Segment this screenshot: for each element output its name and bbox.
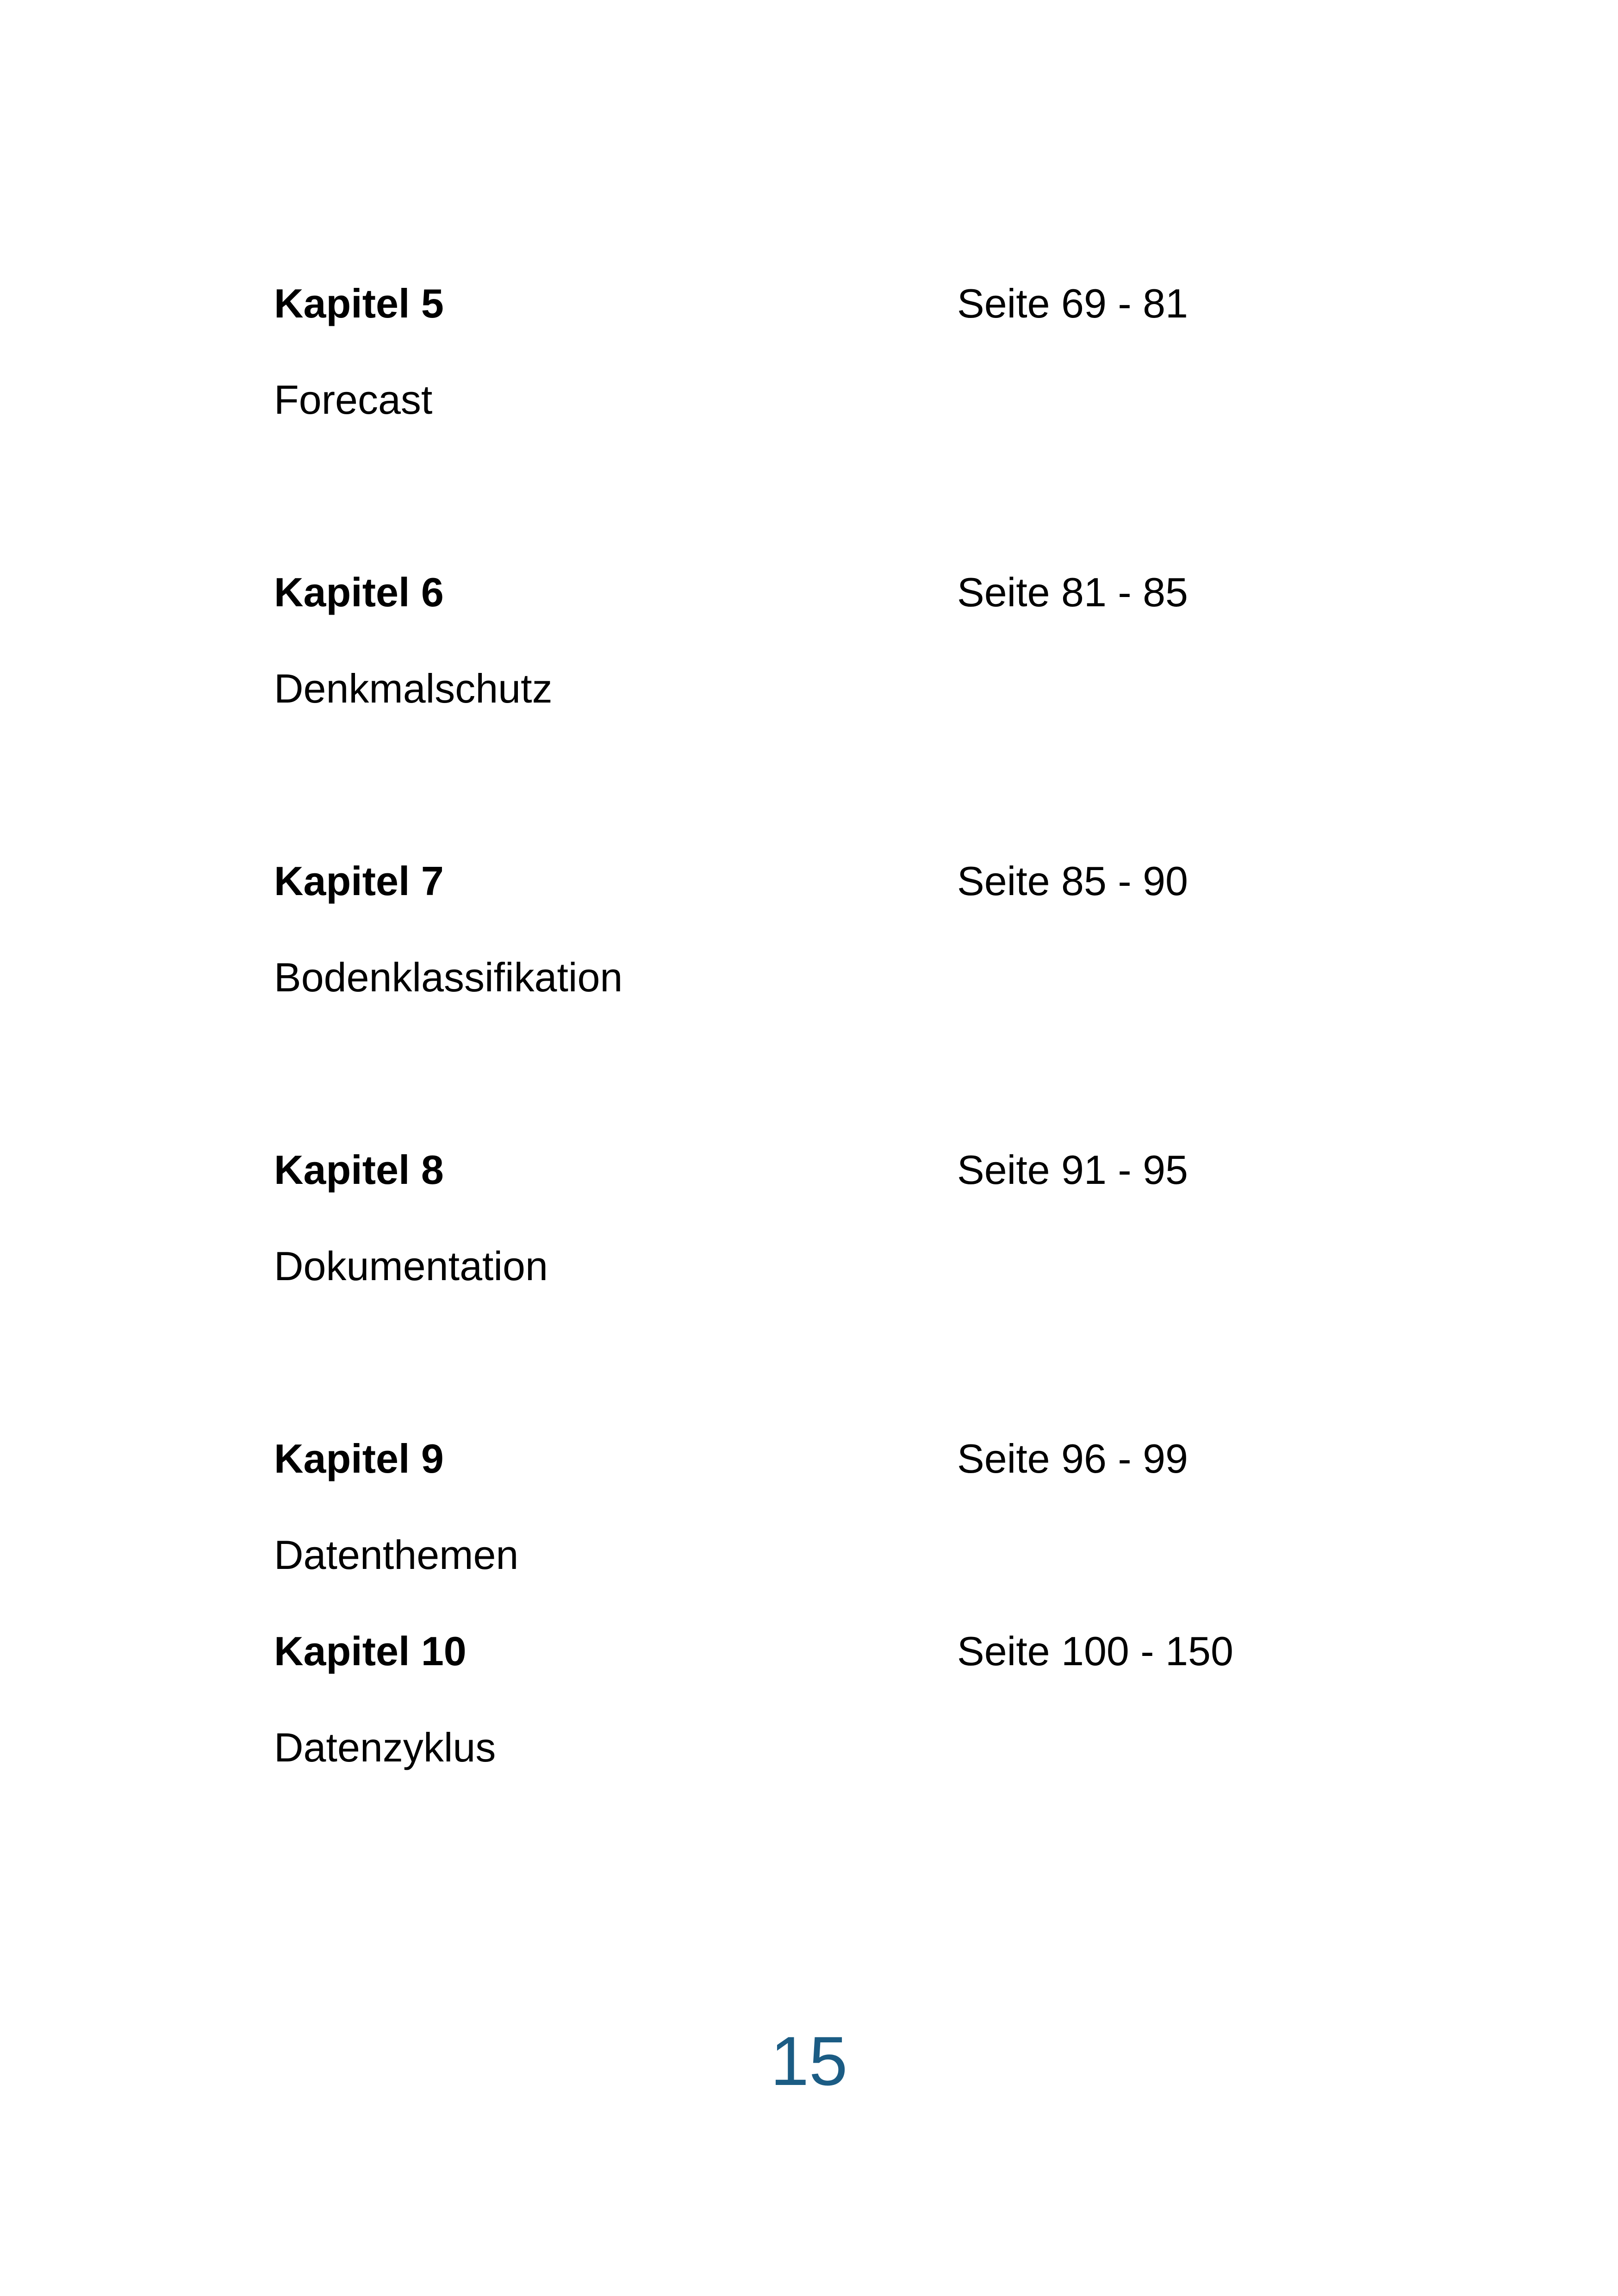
page-number: 15 <box>770 2022 848 2100</box>
chapter-label: Kapitel 8 <box>274 1147 444 1193</box>
chapter-label: Kapitel 5 <box>274 280 444 326</box>
chapter-title: Bodenklassifikation <box>274 954 623 1000</box>
chapter-label: Kapitel 10 <box>274 1628 467 1674</box>
page-range: Seite 100 - 150 <box>957 1628 1233 1674</box>
chapter-title: Forecast <box>274 377 433 423</box>
chapter-title: Dokumentation <box>274 1243 548 1289</box>
chapter-title: Datenthemen <box>274 1532 519 1578</box>
chapter-title: Datenzyklus <box>274 1724 496 1770</box>
page-range: Seite 85 - 90 <box>957 858 1188 904</box>
chapter-label: Kapitel 6 <box>274 569 444 615</box>
page-range: Seite 91 - 95 <box>957 1147 1188 1193</box>
chapter-label: Kapitel 7 <box>274 858 444 904</box>
chapter-title: Denkmalschutz <box>274 666 553 711</box>
page-range: Seite 81 - 85 <box>957 569 1188 615</box>
page-range: Seite 69 - 81 <box>957 280 1188 326</box>
chapter-label: Kapitel 9 <box>274 1436 444 1481</box>
page-range: Seite 96 - 99 <box>957 1436 1188 1481</box>
